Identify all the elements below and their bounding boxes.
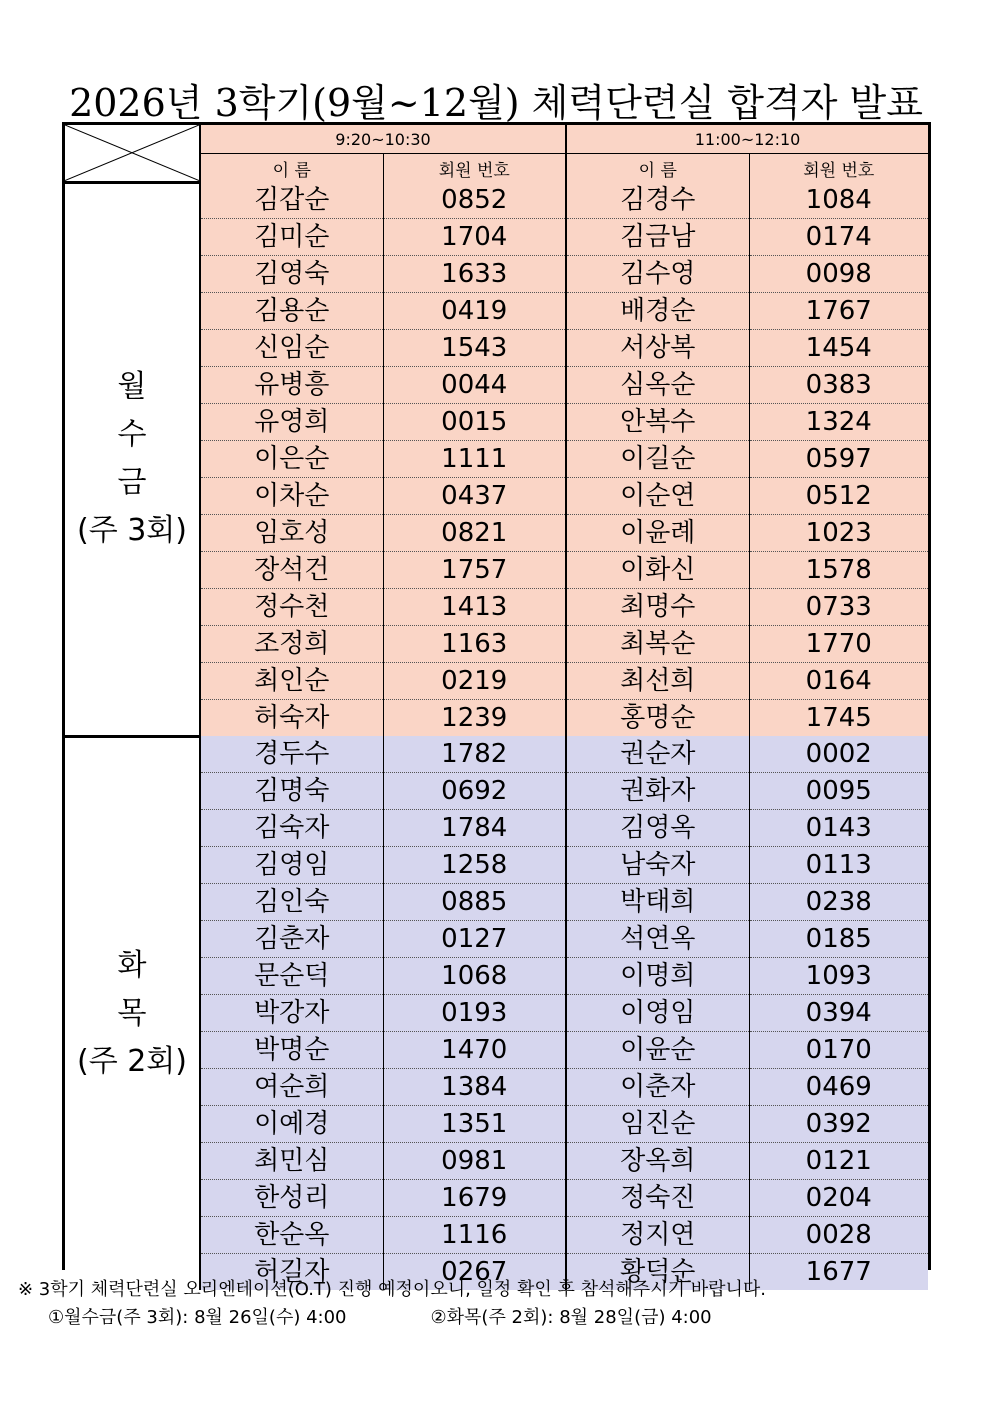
cell-member-no-2: 1324 (749, 404, 928, 441)
cell-name-2: 서상복 (566, 330, 749, 367)
cell-name-1: 유병흥 (200, 367, 383, 404)
cell-name-2: 김수영 (566, 256, 749, 293)
cell-name-2: 김영옥 (566, 810, 749, 847)
cell-member-no-1: 1543 (383, 330, 566, 367)
cell-name-2: 김금남 (566, 219, 749, 256)
cell-name-2: 정지연 (566, 1217, 749, 1254)
cell-member-no-2: 0185 (749, 921, 928, 958)
cell-member-no-2: 1093 (749, 958, 928, 995)
cell-member-no-1: 1239 (383, 700, 566, 737)
cell-member-no-2: 1770 (749, 626, 928, 663)
cell-member-no-1: 1384 (383, 1069, 566, 1106)
cell-name-1: 김미순 (200, 219, 383, 256)
day-label-line: 금 (117, 465, 147, 500)
cell-name-2: 이윤순 (566, 1032, 749, 1069)
cell-member-no-2: 0028 (749, 1217, 928, 1254)
cell-name-1: 한성리 (200, 1180, 383, 1217)
cell-member-no-2: 0143 (749, 810, 928, 847)
cell-name-1: 경두수 (200, 736, 383, 773)
day-label-line: 목 (117, 995, 147, 1031)
table-row (65, 182, 928, 219)
cell-member-no-2: 1677 (749, 1254, 928, 1291)
cell-name-1: 김용순 (200, 293, 383, 330)
cell-name-1: 이예경 (200, 1106, 383, 1143)
cell-name-1: 한순옥 (200, 1217, 383, 1254)
cell-name-1: 장석건 (200, 552, 383, 589)
cell-member-no-1: 1068 (383, 958, 566, 995)
cell-name-1: 김명숙 (200, 773, 383, 810)
cell-member-no-1: 0127 (383, 921, 566, 958)
col-member-no-2: 회원 번호 (749, 154, 928, 183)
time-slot-1: 9:20~10:30 (200, 125, 566, 154)
day-label-line: (주 3회) (77, 513, 187, 548)
cell-name-2: 이춘자 (566, 1069, 749, 1106)
cell-name-2: 석연옥 (566, 921, 749, 958)
cell-name-1: 김갑순 (200, 182, 383, 219)
cell-member-no-2: 0098 (749, 256, 928, 293)
day-group-label (65, 182, 200, 736)
cell-member-no-1: 1679 (383, 1180, 566, 1217)
cell-name-1: 최인순 (200, 663, 383, 700)
cell-name-2: 홍명순 (566, 700, 749, 737)
results-table (62, 122, 931, 1287)
day-label-line: 화 (117, 947, 147, 983)
cell-name-2: 배경순 (566, 293, 749, 330)
cell-member-no-2: 1767 (749, 293, 928, 330)
col-member-no-1: 회원 번호 (383, 154, 566, 183)
cell-member-no-2: 0113 (749, 847, 928, 884)
cell-member-no-1: 0267 (383, 1254, 566, 1291)
cell-name-2: 최명수 (566, 589, 749, 626)
cell-member-no-1: 1757 (383, 552, 566, 589)
cell-name-2: 정숙진 (566, 1180, 749, 1217)
table (65, 125, 928, 1290)
table-row (65, 736, 928, 773)
cell-name-1: 박강자 (200, 995, 383, 1032)
cell-name-2: 이순연 (566, 478, 749, 515)
cell-name-2: 권순자 (566, 736, 749, 773)
cell-name-2: 이영임 (566, 995, 749, 1032)
cell-name-2: 이윤례 (566, 515, 749, 552)
cell-member-no-1: 0015 (383, 404, 566, 441)
cell-member-no-2: 0002 (749, 736, 928, 773)
cell-name-2: 이화신 (566, 552, 749, 589)
cell-member-no-1: 0219 (383, 663, 566, 700)
cell-name-2: 이길순 (566, 441, 749, 478)
notice-line-2 (18, 1304, 766, 1332)
cell-name-2: 최선희 (566, 663, 749, 700)
cell-name-1: 김숙자 (200, 810, 383, 847)
cell-member-no-2: 0597 (749, 441, 928, 478)
cell-member-no-1: 1413 (383, 589, 566, 626)
cell-member-no-2: 0174 (749, 219, 928, 256)
cell-member-no-1: 1784 (383, 810, 566, 847)
day-group-label (65, 736, 200, 1290)
cell-member-no-2: 1454 (749, 330, 928, 367)
cell-member-no-2: 0204 (749, 1180, 928, 1217)
header-row-time (65, 125, 928, 154)
cell-member-no-1: 0419 (383, 293, 566, 330)
cell-name-2: 김경수 (566, 182, 749, 219)
cell-name-1: 여순희 (200, 1069, 383, 1106)
cell-member-no-2: 0170 (749, 1032, 928, 1069)
notice (18, 1276, 766, 1332)
cell-name-2: 박태희 (566, 884, 749, 921)
cell-member-no-1: 1111 (383, 441, 566, 478)
cell-member-no-1: 0981 (383, 1143, 566, 1180)
cell-name-1: 이은순 (200, 441, 383, 478)
time-slot-2: 11:00~12:10 (566, 125, 928, 154)
cell-name-2: 최복순 (566, 626, 749, 663)
cell-member-no-1: 0885 (383, 884, 566, 921)
cell-name-1: 문순덕 (200, 958, 383, 995)
cell-member-no-1: 1704 (383, 219, 566, 256)
cell-name-1: 허숙자 (200, 700, 383, 737)
diagonal-cross-icon (65, 125, 199, 181)
cell-member-no-2: 1023 (749, 515, 928, 552)
cell-member-no-1: 1782 (383, 736, 566, 773)
cell-member-no-2: 0121 (749, 1143, 928, 1180)
cell-member-no-1: 1470 (383, 1032, 566, 1069)
cell-name-2: 안복수 (566, 404, 749, 441)
cell-name-1: 김인숙 (200, 884, 383, 921)
cell-member-no-1: 1258 (383, 847, 566, 884)
cell-member-no-1: 1163 (383, 626, 566, 663)
cell-member-no-2: 0383 (749, 367, 928, 404)
cell-name-1: 김영임 (200, 847, 383, 884)
cell-member-no-2: 0164 (749, 663, 928, 700)
page-title: 2026년 3학기(9월~12월) 체력단련실 합격자 발표 (69, 81, 923, 125)
notice-line-1: ※ 3학기 체력단련실 오리엔테이션(O.T) 진행 예정이오니, 일정 확인 후 참석해주시기 바랍니다. (18, 1279, 766, 1300)
cell-name-1: 임호성 (200, 515, 383, 552)
cell-member-no-1: 1633 (383, 256, 566, 293)
cell-member-no-1: 0437 (383, 478, 566, 515)
cell-name-1: 김춘자 (200, 921, 383, 958)
cell-name-2: 임진순 (566, 1106, 749, 1143)
cell-member-no-1: 1116 (383, 1217, 566, 1254)
corner-cell (65, 125, 200, 182)
cell-member-no-2: 0733 (749, 589, 928, 626)
cell-name-1: 김영숙 (200, 256, 383, 293)
cell-member-no-2: 0512 (749, 478, 928, 515)
cell-member-no-1: 0852 (383, 182, 566, 219)
day-label-line: 월 (117, 369, 147, 404)
cell-member-no-1: 0692 (383, 773, 566, 810)
cell-name-1: 허길자 (200, 1254, 383, 1291)
cell-member-no-2: 0394 (749, 995, 928, 1032)
cell-member-no-1: 0044 (383, 367, 566, 404)
col-name-2: 이 름 (566, 154, 749, 183)
cell-member-no-2: 0469 (749, 1069, 928, 1106)
cell-name-2: 장옥희 (566, 1143, 749, 1180)
cell-member-no-1: 1351 (383, 1106, 566, 1143)
cell-name-1: 조정희 (200, 626, 383, 663)
cell-name-2: 심옥순 (566, 367, 749, 404)
cell-name-2: 권화자 (566, 773, 749, 810)
cell-name-1: 최민심 (200, 1143, 383, 1180)
cell-name-2: 황덕순 (566, 1254, 749, 1291)
cell-member-no-2: 0238 (749, 884, 928, 921)
cell-member-no-1: 0821 (383, 515, 566, 552)
cell-name-1: 정수천 (200, 589, 383, 626)
cell-member-no-2: 0392 (749, 1106, 928, 1143)
cell-member-no-2: 0095 (749, 773, 928, 810)
col-name-1: 이 름 (200, 154, 383, 183)
cell-member-no-2: 1745 (749, 700, 928, 737)
cell-name-1: 유영희 (200, 404, 383, 441)
cell-name-1: 신임순 (200, 330, 383, 367)
cell-name-2: 이명희 (566, 958, 749, 995)
cell-name-2: 남숙자 (566, 847, 749, 884)
notice-schedule-2: ②화목(주 2회): 8월 28일(금) 4:00 (430, 1307, 712, 1328)
cell-member-no-2: 1084 (749, 182, 928, 219)
cell-name-1: 이차순 (200, 478, 383, 515)
notice-schedule-1: ①월수금(주 3회): 8월 26일(수) 4:00 (48, 1307, 347, 1328)
cell-name-1: 박명순 (200, 1032, 383, 1069)
cell-member-no-1: 0193 (383, 995, 566, 1032)
day-label-line: 수 (117, 417, 147, 452)
cell-member-no-2: 1578 (749, 552, 928, 589)
day-label-line: (주 2회) (77, 1043, 187, 1079)
